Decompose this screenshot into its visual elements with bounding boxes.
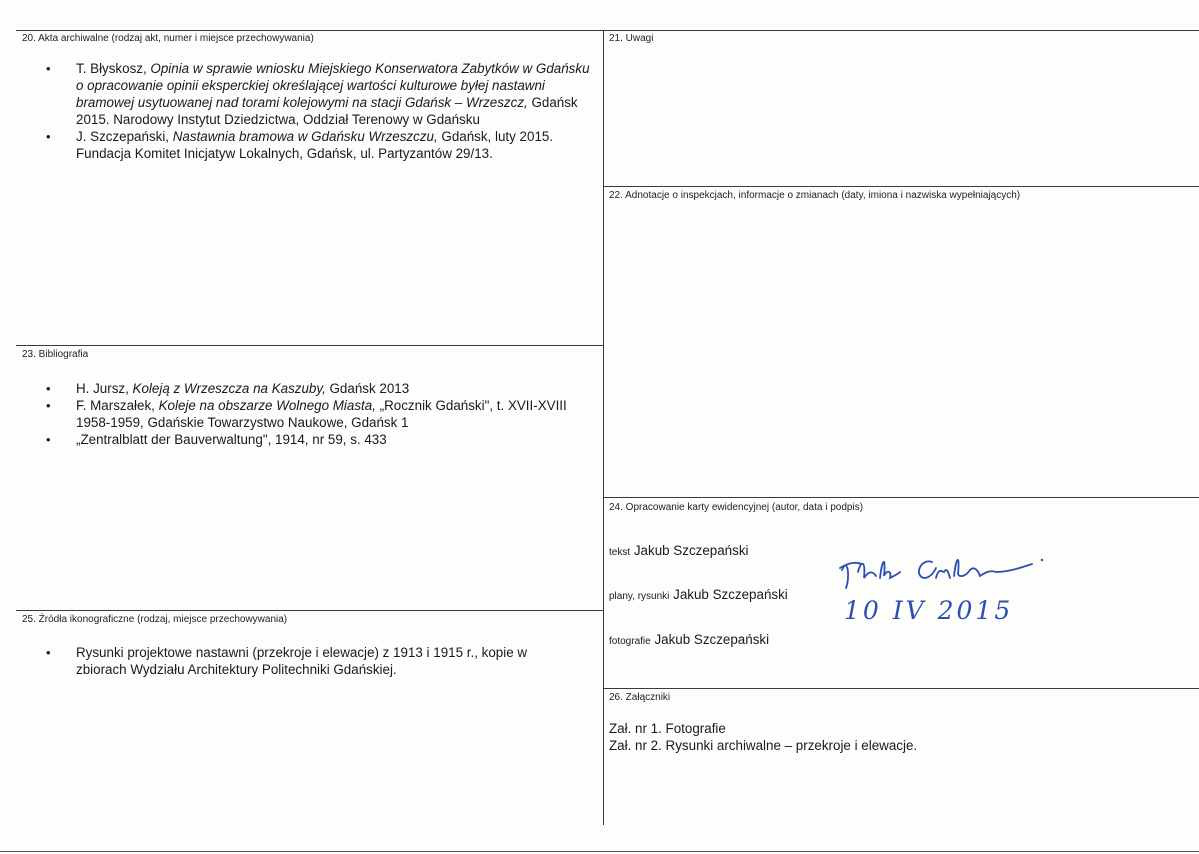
attachment-2: Zał. nr 2. Rysunki archiwalne – przekroje i elewacje. [609, 738, 918, 753]
list-item: • Rysunki projektowe nastawni (przekroje i elewacje) z 1913 i 1915 r., kopie w zbiorach Wydziału Architektury Politechniki Gdańskiej. [16, 644, 576, 678]
bottom-border [0, 851, 1199, 852]
divider-21-22 [603, 186, 1199, 187]
divider-24-26 [603, 688, 1199, 689]
divider-20-23 [16, 345, 604, 346]
list-item: • H. Jursz, Koleją z Wrzeszcza na Kaszuby, Gdańsk 2013 [16, 380, 596, 397]
section-23-header: 23. Bibliografia [22, 349, 89, 360]
author-plans-row: plany, rysunki Jakub Szczepański [609, 587, 788, 602]
signature-date: 10 IV 2015 [844, 596, 1014, 625]
list-item: • F. Marszałek, Koleje na obszarze Wolnego Miasta, „Rocznik Gdański", t. XVII-XVIII 1958-1959, Gdańskie Towarzystwo Naukowe, Gdańsk 1 [16, 397, 596, 431]
attachment-1: Zał. nr 1. Fotografie [609, 721, 726, 736]
section-24-header: 24. Opracowanie karty ewidencyjnej (autor, data i podpis) [609, 502, 864, 513]
column-divider [603, 30, 604, 825]
section-25-header: 25. Źródła ikonograficzne (rodzaj, miejsce przechowywania) [22, 614, 288, 625]
section-20-list [16, 60, 596, 162]
handwritten-signature [820, 548, 1060, 594]
section-25-list [16, 644, 576, 678]
section-20-header: 20. Akta archiwalne (rodzaj akt, numer i miejsce przechowywania) [22, 33, 314, 44]
divider-23-25 [16, 610, 604, 611]
list-item: • „Zentralblatt der Bauverwaltung", 1914, nr 59, s. 433 [16, 431, 596, 448]
divider-22-24 [603, 497, 1199, 498]
author-photos-row: fotografie Jakub Szczepański [609, 632, 770, 647]
author-text-row: tekst Jakub Szczepański [609, 543, 749, 558]
section-26-header: 26. Załączniki [609, 692, 671, 703]
section-21-header: 21. Uwagi [609, 33, 654, 44]
section-23-list [16, 380, 596, 448]
top-border [16, 30, 1199, 31]
list-item: • T. Błyskosz, Opinia w sprawie wniosku Miejskiego Konserwatora Zabytków w Gdańsku o opracowanie opinii eksperckiej określającej wartości kulturowe byłej nastawni bramowej usytuowanej nad torami kolejowymi na stacji Gdańsk – Wrzeszcz, Gdańsk 2015. Narodowy Instytut Dziedzictwa, Oddział Terenowy w Gdańsku [16, 60, 596, 128]
section-22-header: 22. Adnotacje o inspekcjach, informacje o zmianach (daty, imiona i nazwiska wypełniających) [609, 190, 1021, 201]
list-item: • J. Szczepański, Nastawnia bramowa w Gdańsku Wrzeszczu, Gdańsk, luty 2015. Fundacja Komitet Inicjatyw Lokalnych, Gdańsk, ul. Partyzantów 29/13. [16, 128, 596, 162]
